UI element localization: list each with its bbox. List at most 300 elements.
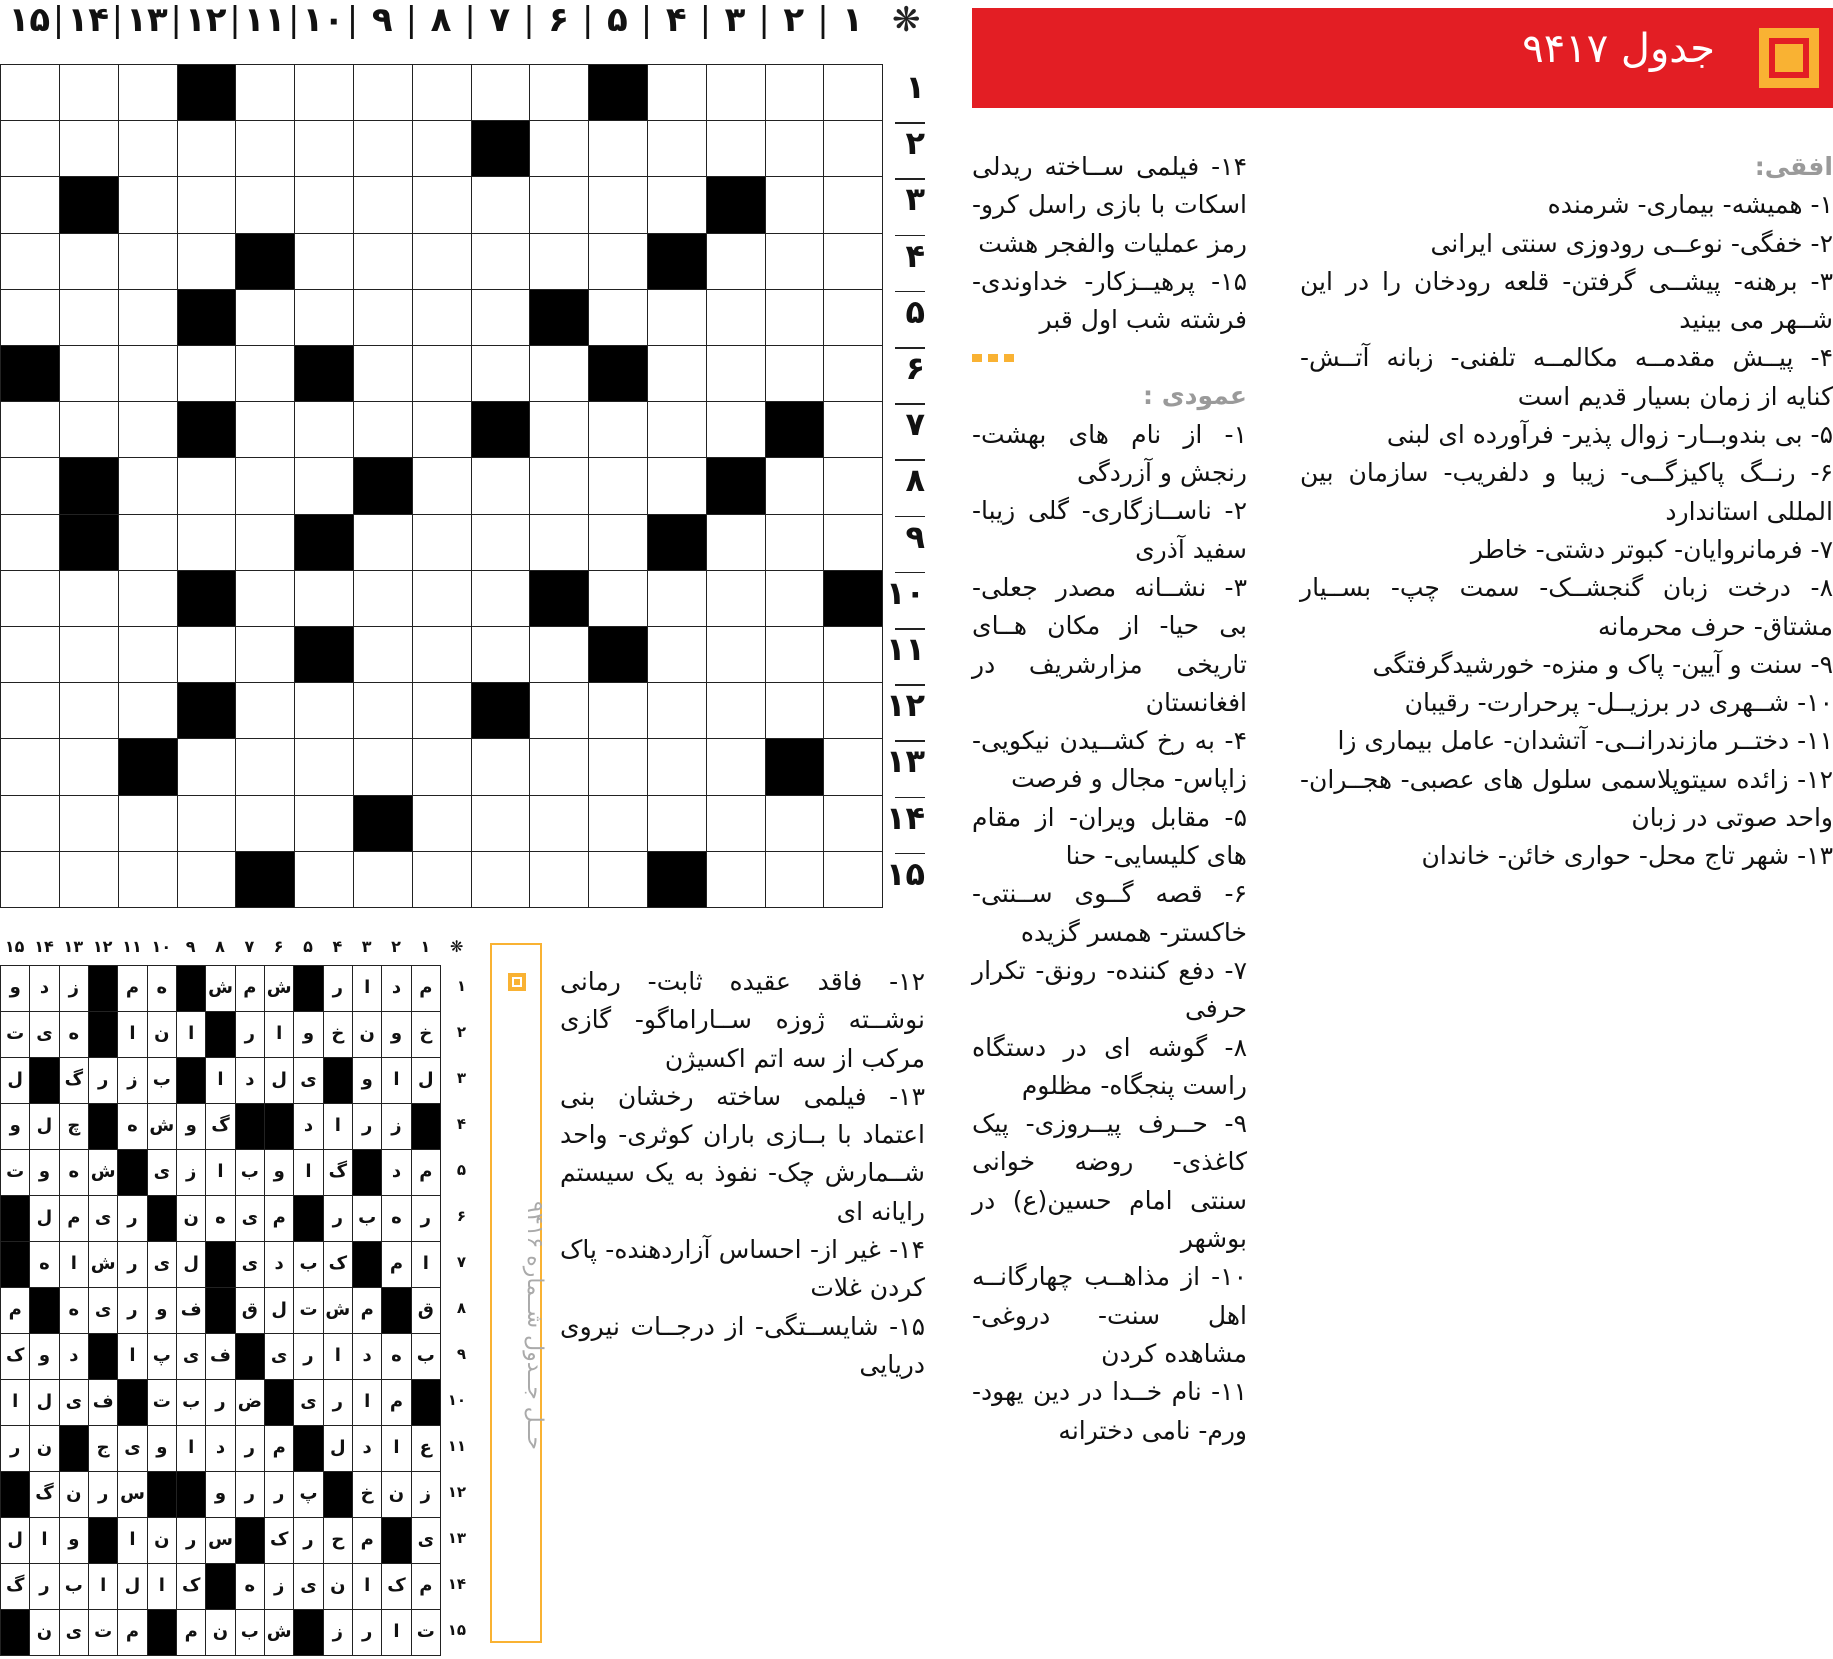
solution-cell: ن: [29, 1425, 59, 1472]
grid-cell[interactable]: [353, 851, 413, 908]
solution-cell: و: [264, 1149, 294, 1196]
solution-cell: ا: [323, 1103, 353, 1150]
grid-cell[interactable]: [412, 176, 472, 233]
grid-cell[interactable]: [764, 120, 824, 177]
grid-cell[interactable]: [470, 626, 530, 683]
grid-cell[interactable]: [118, 176, 178, 233]
grid-cell[interactable]: [706, 851, 766, 908]
clues-column-left: [560, 963, 925, 1653]
grid-cell[interactable]: [235, 795, 295, 852]
grid-cell[interactable]: [647, 289, 707, 346]
solution-cell: ز: [59, 965, 89, 1012]
grid-cell[interactable]: [176, 176, 236, 233]
column-separator: |: [170, 0, 182, 40]
grid-cell[interactable]: [412, 795, 472, 852]
solution-cell: گ: [0, 1563, 30, 1610]
solution-cell: ن: [59, 1471, 89, 1518]
solution-cell: ر: [29, 1563, 59, 1610]
solution-cell: ا: [29, 1517, 59, 1564]
grid-cell[interactable]: [706, 233, 766, 290]
solution-column-number: ۹: [185, 937, 196, 956]
grid-cell[interactable]: [353, 626, 413, 683]
grid-cell[interactable]: [59, 626, 119, 683]
grid-cell[interactable]: [647, 345, 707, 402]
solution-cell: م: [381, 1379, 411, 1426]
grid-cell[interactable]: [59, 851, 119, 908]
grid-cell[interactable]: [588, 851, 648, 908]
grid-cell[interactable]: [470, 795, 530, 852]
grid-cell[interactable]: [529, 738, 589, 795]
grid-cell[interactable]: [353, 682, 413, 739]
row-number: ۱۵: [885, 854, 925, 893]
solution-cell: د: [205, 1425, 235, 1472]
grid-cell[interactable]: [764, 682, 824, 739]
solution-black-cell: [205, 1287, 235, 1334]
solution-cell: م: [235, 965, 265, 1012]
solution-cell: ر: [176, 1517, 206, 1564]
grid-cell[interactable]: [412, 514, 472, 571]
column-number: ۱۴: [67, 0, 109, 40]
grid-cell[interactable]: [706, 570, 766, 627]
solution-cell: ن: [176, 1195, 206, 1242]
grid-cell[interactable]: [235, 176, 295, 233]
grid-cell[interactable]: [0, 570, 60, 627]
grid-cell[interactable]: [353, 514, 413, 571]
grid-cell[interactable]: [529, 795, 589, 852]
grid-cell[interactable]: [647, 570, 707, 627]
black-cell: [176, 289, 236, 346]
solution-cell: ت: [0, 1149, 30, 1196]
grid-cell[interactable]: [176, 120, 236, 177]
grid-cell[interactable]: [294, 851, 354, 908]
grid-cell[interactable]: [647, 626, 707, 683]
grid-cell[interactable]: [294, 233, 354, 290]
grid-cell[interactable]: [0, 795, 60, 852]
grid-cell[interactable]: [59, 289, 119, 346]
grid-cell[interactable]: [412, 345, 472, 402]
grid-cell[interactable]: [0, 682, 60, 739]
solution-column-number: ۷: [244, 937, 255, 956]
solution-cell: د: [29, 965, 59, 1012]
grid-cell[interactable]: [0, 233, 60, 290]
grid-cell[interactable]: [647, 401, 707, 458]
solution-black-cell: [293, 1609, 323, 1656]
solution-cell: ت: [147, 1379, 177, 1426]
grid-cell[interactable]: [588, 176, 648, 233]
grid-cell[interactable]: [470, 738, 530, 795]
grid-cell[interactable]: [59, 682, 119, 739]
grid-cell[interactable]: [764, 570, 824, 627]
solution-cell: ب: [176, 1379, 206, 1426]
grid-cell[interactable]: [412, 401, 472, 458]
grid-cell[interactable]: [412, 64, 472, 121]
grid-cell[interactable]: [412, 289, 472, 346]
grid-cell[interactable]: [353, 570, 413, 627]
solution-cell: ی: [293, 1563, 323, 1610]
solution-cell: گ: [59, 1057, 89, 1104]
grid-cell[interactable]: [529, 682, 589, 739]
down-clue: ۶- قصه گــوی ســنتی- خاکستر- همسر گزیده: [972, 879, 1247, 947]
grid-cell[interactable]: [823, 176, 883, 233]
grid-cell[interactable]: [235, 738, 295, 795]
down-clue: ۱۵- شایســتگی- از درجــات نیروی دریایی: [560, 1311, 925, 1379]
grid-cell[interactable]: [412, 851, 472, 908]
solution-cell: ر: [117, 1195, 147, 1242]
grid-cell[interactable]: [706, 795, 766, 852]
grid-cell[interactable]: [412, 626, 472, 683]
grid-cell[interactable]: [588, 233, 648, 290]
grid-cell[interactable]: [235, 64, 295, 121]
across-clue: ۹- سنت و آیین- پاک و منزه- خورشیدگرفتگی: [1372, 649, 1833, 679]
grid-cell[interactable]: [706, 738, 766, 795]
solution-cell: ر: [293, 1333, 323, 1380]
solution-cell: گ: [205, 1103, 235, 1150]
grid-cell[interactable]: [176, 514, 236, 571]
grid-cell[interactable]: [176, 738, 236, 795]
grid-cell[interactable]: [823, 795, 883, 852]
solution-black-cell: [411, 1379, 441, 1426]
grid-cell[interactable]: [823, 401, 883, 458]
solution-cell: ه: [235, 1563, 265, 1610]
column-separator: |: [346, 0, 359, 40]
grid-cell[interactable]: [412, 233, 472, 290]
grid-cell[interactable]: [706, 401, 766, 458]
grid-cell[interactable]: [59, 795, 119, 852]
grid-cell[interactable]: [706, 289, 766, 346]
solution-cell: ه: [117, 1103, 147, 1150]
across-clue: ۳- برهنه- پیشــی گرفتن- قلعه رودخان را در این شــهر می بینید: [1300, 266, 1833, 335]
grid-cell[interactable]: [176, 457, 236, 514]
grid-cell[interactable]: [176, 626, 236, 683]
column-separator: |: [405, 0, 418, 40]
grid-cell[interactable]: [0, 626, 60, 683]
solution-cell: ی: [117, 1425, 147, 1472]
grid-cell[interactable]: [823, 64, 883, 121]
solution-cell: و: [0, 965, 30, 1012]
grid-cell[interactable]: [118, 345, 178, 402]
grid-cell[interactable]: [235, 401, 295, 458]
grid-cell[interactable]: [588, 514, 648, 571]
grid-cell[interactable]: [0, 64, 60, 121]
grid-cell[interactable]: [0, 289, 60, 346]
solution-cell: ی: [235, 1241, 265, 1288]
solution-cell: م: [176, 1609, 206, 1656]
grid-cell[interactable]: [353, 120, 413, 177]
solution-cell: ا: [381, 1425, 411, 1472]
grid-cell[interactable]: [706, 514, 766, 571]
solution-cell: د: [264, 1241, 294, 1288]
grid-cell[interactable]: [706, 682, 766, 739]
grid-cell[interactable]: [412, 120, 472, 177]
grid-cell[interactable]: [647, 682, 707, 739]
solution-cell: د: [381, 965, 411, 1012]
grid-cell[interactable]: [823, 120, 883, 177]
solution-cell: ز: [323, 1609, 353, 1656]
solution-cell: خ: [352, 1471, 382, 1518]
grid-cell[interactable]: [470, 176, 530, 233]
grid-cell[interactable]: [59, 738, 119, 795]
solution-cell: ه: [205, 1195, 235, 1242]
solution-black-cell: [29, 1057, 59, 1104]
grid-cell[interactable]: [470, 233, 530, 290]
grid-cell[interactable]: [647, 738, 707, 795]
grid-cell[interactable]: [764, 514, 824, 571]
grid-cell[interactable]: [588, 738, 648, 795]
grid-cell[interactable]: [412, 457, 472, 514]
solution-cell: و: [147, 1287, 177, 1334]
grid-cell[interactable]: [176, 345, 236, 402]
grid-cell[interactable]: [235, 457, 295, 514]
black-cell: [588, 64, 648, 121]
grid-cell[interactable]: [294, 64, 354, 121]
solution-cell: ش: [88, 1149, 118, 1196]
grid-cell[interactable]: [235, 570, 295, 627]
grid-cell[interactable]: [470, 514, 530, 571]
solution-row-number: ۱۵: [447, 1621, 466, 1639]
grid-cell[interactable]: [823, 233, 883, 290]
solution-cell: ر: [411, 1195, 441, 1242]
down-clue: ۸- گوشه ای در دستگاه راست پنجگاه- مظلوم: [972, 1032, 1247, 1100]
grid-cell[interactable]: [0, 457, 60, 514]
across-clue: ۱۲- زائده سیتوپلاسمی سلول های عصبی- هجــران- واحد صوتی در زبان: [1300, 764, 1833, 833]
grid-cell[interactable]: [353, 345, 413, 402]
grid-cell[interactable]: [764, 289, 824, 346]
grid-cell[interactable]: [529, 120, 589, 177]
black-cell: [353, 457, 413, 514]
crossword-grid[interactable]: [0, 64, 882, 907]
section-divider: [972, 354, 1247, 362]
solution-cell: ن: [29, 1609, 59, 1656]
solution-cell: ش: [147, 1103, 177, 1150]
grid-cell[interactable]: [118, 682, 178, 739]
grid-cell[interactable]: [0, 738, 60, 795]
grid-cell[interactable]: [647, 120, 707, 177]
grid-cell[interactable]: [823, 514, 883, 571]
grid-cell[interactable]: [764, 345, 824, 402]
grid-cell[interactable]: [470, 457, 530, 514]
solution-cell: ی: [293, 1057, 323, 1104]
grid-cell[interactable]: [412, 682, 472, 739]
solution-row-number: ۷: [456, 1253, 466, 1271]
black-cell: [764, 738, 824, 795]
grid-cell[interactable]: [823, 345, 883, 402]
puzzle-title: جدول ۹۴۱۷: [1522, 26, 1715, 72]
grid-cell[interactable]: [0, 401, 60, 458]
grid-cell[interactable]: [764, 64, 824, 121]
grid-cell[interactable]: [0, 514, 60, 571]
grid-cell[interactable]: [588, 457, 648, 514]
solution-cell: ا: [205, 1149, 235, 1196]
grid-cell[interactable]: [588, 795, 648, 852]
grid-cell[interactable]: [235, 682, 295, 739]
grid-cell[interactable]: [353, 289, 413, 346]
black-cell: [353, 795, 413, 852]
across-clue: ۷- فرمانروایان- کبوتر دشتی- خاطر: [1470, 534, 1833, 564]
grid-cell[interactable]: [118, 120, 178, 177]
grid-cell[interactable]: [294, 176, 354, 233]
grid-cell[interactable]: [764, 233, 824, 290]
grid-cell[interactable]: [529, 64, 589, 121]
solution-black-cell: [293, 965, 323, 1012]
down-clue: ۱۴- غیر از- احساس آزاردهنده- پاک کردن غلات: [560, 1235, 925, 1303]
grid-cell[interactable]: [235, 345, 295, 402]
grid-cell[interactable]: [588, 289, 648, 346]
solution-cell: ا: [176, 1011, 206, 1058]
grid-cell[interactable]: [353, 401, 413, 458]
grid-cell[interactable]: [353, 738, 413, 795]
column-number: ۲: [783, 0, 805, 40]
grid-cell[interactable]: [412, 570, 472, 627]
solution-cell: ل: [29, 1195, 59, 1242]
grid-cell[interactable]: [588, 120, 648, 177]
grid-cell[interactable]: [764, 795, 824, 852]
grid-cell[interactable]: [353, 176, 413, 233]
grid-cell[interactable]: [176, 795, 236, 852]
grid-cell[interactable]: [412, 738, 472, 795]
grid-cell[interactable]: [529, 233, 589, 290]
grid-cell[interactable]: [176, 851, 236, 908]
grid-cell[interactable]: [235, 514, 295, 571]
column-number: ۱۱: [243, 0, 286, 40]
grid-cell[interactable]: [118, 514, 178, 571]
grid-cell[interactable]: [647, 176, 707, 233]
grid-cell[interactable]: [529, 401, 589, 458]
solution-cell: ی: [88, 1287, 118, 1334]
grid-cell[interactable]: [529, 457, 589, 514]
grid-cell[interactable]: [59, 233, 119, 290]
solution-cell: م: [117, 1609, 147, 1656]
grid-cell[interactable]: [59, 570, 119, 627]
solution-cell: ت: [293, 1287, 323, 1334]
black-cell: [588, 626, 648, 683]
grid-cell[interactable]: [470, 289, 530, 346]
grid-cell[interactable]: [706, 345, 766, 402]
grid-cell[interactable]: [764, 176, 824, 233]
grid-cell[interactable]: [294, 682, 354, 739]
grid-cell[interactable]: [529, 514, 589, 571]
solution-cell: ب: [235, 1609, 265, 1656]
grid-cell[interactable]: [235, 120, 295, 177]
grid-cell[interactable]: [235, 289, 295, 346]
grid-cell[interactable]: [235, 626, 295, 683]
grid-cell[interactable]: [529, 345, 589, 402]
corner-star-icon: ❋: [892, 0, 921, 40]
grid-cell[interactable]: [470, 851, 530, 908]
grid-cell[interactable]: [588, 570, 648, 627]
solution-row-number: ۶: [456, 1207, 466, 1225]
grid-cell[interactable]: [294, 120, 354, 177]
grid-cell[interactable]: [118, 795, 178, 852]
grid-cell[interactable]: [706, 120, 766, 177]
column-number: ۹: [371, 0, 393, 40]
solution-cell: ف: [88, 1379, 118, 1426]
solution-row-numbers: [442, 965, 470, 1655]
grid-cell[interactable]: [294, 570, 354, 627]
across-clue: ۱۱- دختــر مازندرانــی- آتشدان- عامل بیماری زا: [1337, 726, 1833, 756]
grid-cell[interactable]: [59, 401, 119, 458]
grid-cell[interactable]: [0, 851, 60, 908]
grid-cell[interactable]: [764, 457, 824, 514]
grid-cell[interactable]: [59, 345, 119, 402]
grid-cell[interactable]: [706, 626, 766, 683]
solution-cell: د: [293, 1103, 323, 1150]
grid-cell[interactable]: [294, 457, 354, 514]
grid-cell[interactable]: [647, 795, 707, 852]
grid-cell[interactable]: [470, 64, 530, 121]
black-cell: [176, 64, 236, 121]
grid-cell[interactable]: [118, 457, 178, 514]
grid-cell[interactable]: [764, 626, 824, 683]
grid-cell[interactable]: [294, 738, 354, 795]
grid-cell[interactable]: [823, 626, 883, 683]
black-cell: [294, 345, 354, 402]
grid-cell[interactable]: [294, 401, 354, 458]
grid-cell[interactable]: [470, 345, 530, 402]
grid-cell[interactable]: [118, 401, 178, 458]
across-clue: ۴- پیــش مقدمــه مکالمــه تلفنی- زبانه آتــش- کنایه از زمان بسیار قدیم است: [1300, 343, 1833, 411]
black-cell: [764, 401, 824, 458]
solution-black-cell: [381, 1517, 411, 1564]
grid-cell[interactable]: [647, 64, 707, 121]
grid-cell[interactable]: [588, 401, 648, 458]
grid-cell[interactable]: [0, 120, 60, 177]
solution-cell: ا: [411, 1241, 441, 1288]
solution-cell: ر: [323, 965, 353, 1012]
grid-cell[interactable]: [588, 682, 648, 739]
across-clue: ۱۰- شــهری در برزیــل- پرحرارت- رقیبان: [1404, 688, 1833, 718]
corner-star-icon: ❋: [450, 937, 464, 956]
grid-cell[interactable]: [294, 289, 354, 346]
grid-cell[interactable]: [118, 570, 178, 627]
grid-cell[interactable]: [706, 64, 766, 121]
black-cell: [470, 120, 530, 177]
grid-cell[interactable]: [823, 851, 883, 908]
grid-cell[interactable]: [59, 64, 119, 121]
grid-cell[interactable]: [529, 626, 589, 683]
grid-cell[interactable]: [353, 64, 413, 121]
grid-cell[interactable]: [764, 851, 824, 908]
grid-cell[interactable]: [823, 289, 883, 346]
grid-cell[interactable]: [0, 176, 60, 233]
solution-cell: ق: [235, 1287, 265, 1334]
grid-cell[interactable]: [176, 233, 236, 290]
solution-cell: ش: [264, 1609, 294, 1656]
grid-cell[interactable]: [647, 457, 707, 514]
grid-cell[interactable]: [294, 795, 354, 852]
solution-cell: م: [411, 965, 441, 1012]
grid-cell[interactable]: [118, 626, 178, 683]
grid-cell[interactable]: [529, 851, 589, 908]
solution-cell: ا: [381, 1609, 411, 1656]
grid-cell[interactable]: [823, 457, 883, 514]
solution-cell: ر: [0, 1425, 30, 1472]
solution-black-cell: [88, 1103, 118, 1150]
grid-cell[interactable]: [470, 570, 530, 627]
grid-cell[interactable]: [59, 120, 119, 177]
grid-cell[interactable]: [118, 289, 178, 346]
solution-cell: خ: [411, 1011, 441, 1058]
grid-cell[interactable]: [118, 64, 178, 121]
solution-cell: ز: [264, 1563, 294, 1610]
column-number: ۳: [724, 0, 746, 40]
grid-cell[interactable]: [823, 682, 883, 739]
grid-cell[interactable]: [529, 176, 589, 233]
row-number: ۷: [905, 405, 925, 444]
grid-cell[interactable]: [118, 233, 178, 290]
grid-cell[interactable]: [353, 233, 413, 290]
grid-cell[interactable]: [118, 851, 178, 908]
grid-cell[interactable]: [823, 738, 883, 795]
